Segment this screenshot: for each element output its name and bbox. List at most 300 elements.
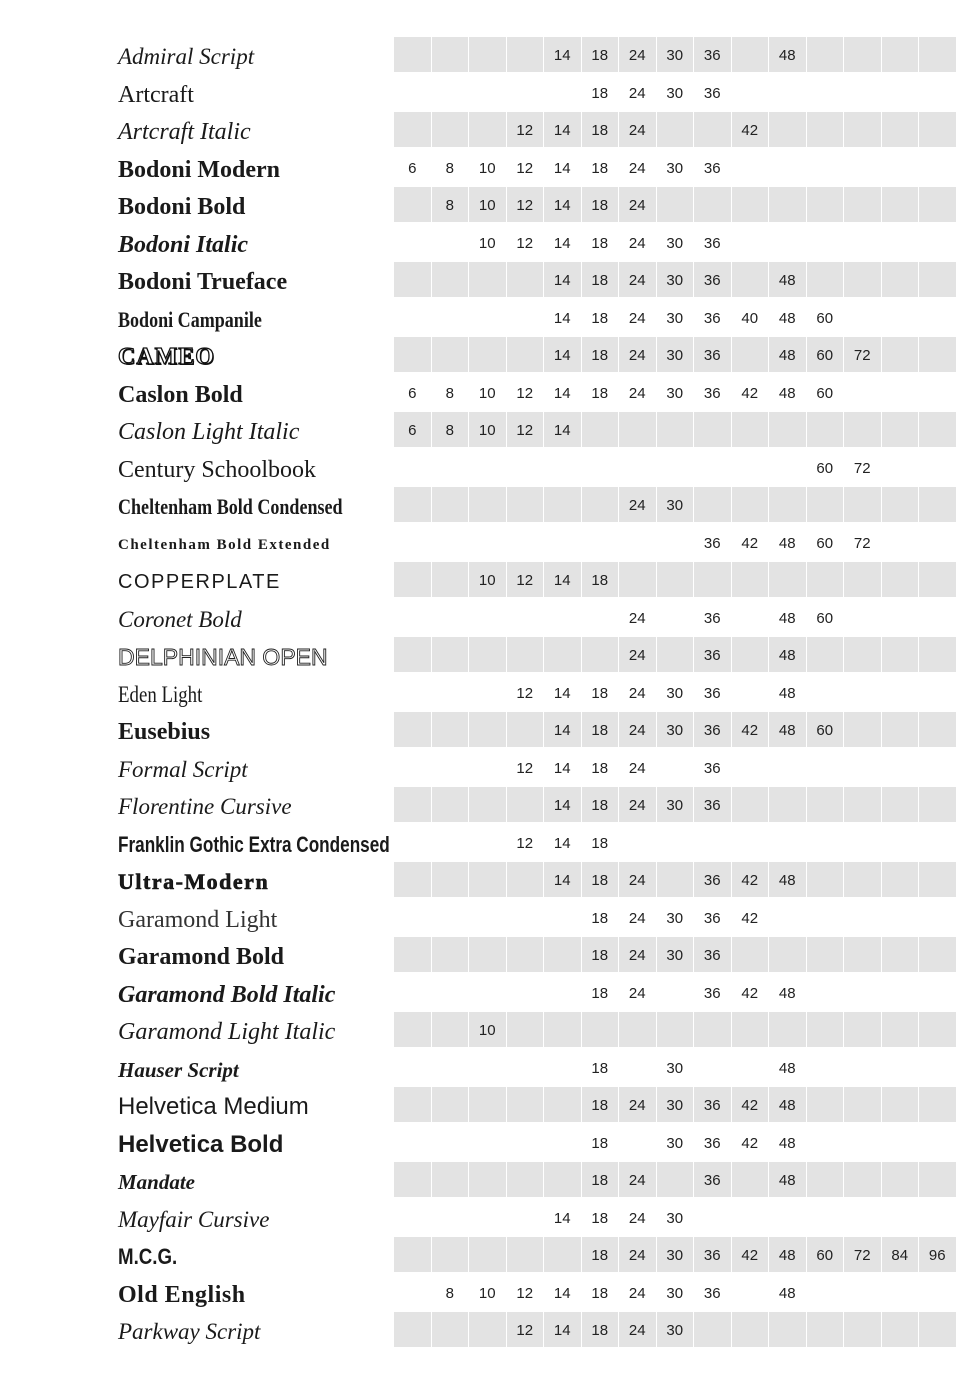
size-cell	[432, 262, 469, 297]
size-grid	[394, 1162, 957, 1197]
size-cell	[919, 187, 956, 222]
size-cell: 14	[544, 37, 581, 72]
size-cell	[657, 412, 694, 447]
size-cell	[507, 487, 544, 522]
size-cell: 48	[769, 1162, 806, 1197]
size-grid	[394, 825, 957, 860]
size-cell	[657, 862, 694, 897]
size-cell	[807, 1012, 844, 1047]
size-cell: 42	[732, 862, 769, 897]
typeface-row	[0, 1049, 977, 1087]
size-cell	[507, 1087, 544, 1122]
typeface-name: Helvetica Medium	[118, 1093, 309, 1120]
size-cell	[582, 487, 619, 522]
size-cell: 48	[778, 984, 796, 1002]
size-cell	[844, 375, 881, 410]
size-cell: 10	[469, 562, 506, 597]
size-cell	[732, 825, 769, 860]
size-cell: 48	[778, 609, 796, 627]
size-cell	[882, 1312, 919, 1347]
size-cell	[732, 1200, 769, 1235]
size-cell: 36	[703, 309, 721, 327]
size-cell: 18	[582, 1087, 619, 1122]
size-cell: 18	[591, 1134, 609, 1152]
size-grid	[394, 337, 957, 372]
size-cell: 18	[591, 909, 609, 927]
size-cell: 48	[778, 1059, 796, 1077]
size-cell	[844, 150, 881, 185]
size-grid	[394, 1200, 957, 1235]
size-cell	[844, 37, 881, 72]
size-cell	[432, 450, 469, 485]
size-cell	[807, 675, 844, 710]
size-cell	[882, 787, 919, 822]
size-cell: 24	[619, 1162, 656, 1197]
size-cell: 30	[657, 712, 694, 747]
size-cell: 60	[816, 309, 834, 327]
size-cell	[469, 337, 506, 372]
typeface-name: Florentine Cursive	[118, 794, 292, 819]
size-cell: 18	[591, 1284, 609, 1302]
size-cell: 24	[628, 159, 646, 177]
size-cell	[882, 1125, 919, 1160]
size-cell	[469, 975, 506, 1010]
size-cell	[769, 825, 806, 860]
size-cell	[507, 1237, 544, 1272]
size-cell	[844, 825, 881, 860]
size-cell	[732, 150, 769, 185]
size-grid	[394, 900, 957, 935]
size-cell	[507, 712, 544, 747]
size-cell	[882, 1050, 919, 1085]
size-cell	[507, 1200, 544, 1235]
size-cell	[844, 1087, 881, 1122]
size-cell	[732, 1012, 769, 1047]
size-cell: 30	[666, 1134, 684, 1152]
size-cell	[432, 1087, 469, 1122]
size-cell	[882, 750, 919, 785]
size-cell	[394, 1237, 431, 1272]
size-grid	[394, 187, 957, 222]
size-cell: 72	[853, 534, 871, 552]
size-cell: 42	[741, 534, 759, 552]
size-cell: 14	[553, 1284, 571, 1302]
size-cell	[882, 450, 919, 485]
size-cell: 24	[619, 862, 656, 897]
size-cell: 24	[628, 234, 646, 252]
size-cell	[657, 562, 694, 597]
size-cell: 36	[703, 909, 721, 927]
size-cell: 30	[666, 1209, 684, 1227]
typeface-name: Bodoni Bold	[118, 194, 246, 220]
size-cell	[657, 750, 694, 785]
size-cell	[732, 225, 769, 260]
size-cell	[469, 262, 506, 297]
size-cell: 18	[591, 384, 609, 402]
typeface-name: Admiral Script	[118, 44, 255, 69]
size-cell	[919, 1087, 956, 1122]
size-cell: 42	[741, 1134, 759, 1152]
size-cell	[394, 1087, 431, 1122]
size-cell	[694, 112, 731, 147]
size-cell: 30	[666, 309, 684, 327]
size-cell: 48	[778, 684, 796, 702]
size-cell	[807, 1125, 844, 1160]
size-cell: 18	[582, 112, 619, 147]
size-cell	[394, 712, 431, 747]
size-cell: 30	[657, 1087, 694, 1122]
size-cell: 96	[919, 1237, 956, 1272]
size-cell	[844, 300, 881, 335]
size-cell: 18	[582, 1312, 619, 1347]
size-cell: 8	[445, 1284, 454, 1302]
size-cell	[807, 1200, 844, 1235]
size-grid	[394, 675, 957, 710]
size-cell	[919, 487, 956, 522]
size-cell: 24	[619, 937, 656, 972]
size-cell: 12	[516, 759, 534, 777]
size-cell	[769, 75, 806, 110]
size-cell	[619, 1050, 656, 1085]
size-cell	[844, 187, 881, 222]
size-cell	[694, 487, 731, 522]
size-cell	[807, 37, 844, 72]
size-cell: 30	[666, 684, 684, 702]
size-cell: 6	[394, 412, 431, 447]
size-cell: 36	[694, 637, 731, 672]
size-cell	[882, 637, 919, 672]
size-cell	[882, 975, 919, 1010]
size-cell	[844, 112, 881, 147]
size-cell	[769, 1012, 806, 1047]
size-cell: 30	[657, 937, 694, 972]
size-cell: 60	[816, 459, 834, 477]
size-grid	[394, 1125, 957, 1160]
size-cell: 30	[657, 1312, 694, 1347]
size-cell	[882, 487, 919, 522]
size-cell	[507, 637, 544, 672]
size-cell: 36	[703, 609, 721, 627]
size-cell	[582, 412, 619, 447]
size-cell	[469, 450, 506, 485]
size-cell	[769, 900, 806, 935]
size-grid	[394, 262, 957, 297]
size-cell	[844, 750, 881, 785]
size-cell: 24	[619, 487, 656, 522]
size-grid	[394, 975, 957, 1010]
size-cell: 18	[582, 187, 619, 222]
size-cell: 8	[432, 412, 469, 447]
typeface-row	[0, 449, 977, 487]
size-cell: 10	[469, 187, 506, 222]
typeface-name: Cheltenham Bold Condensed	[118, 494, 343, 519]
size-cell	[582, 450, 619, 485]
size-cell: 60	[816, 384, 834, 402]
size-cell: 36	[703, 234, 721, 252]
size-cell: 24	[628, 1209, 646, 1227]
size-cell: 14	[553, 309, 571, 327]
size-cell	[732, 187, 769, 222]
typeface-name: Franklin Gothic Extra Condensed	[118, 831, 390, 857]
typeface-name: M.C.G.	[118, 1244, 178, 1269]
size-cell: 48	[778, 309, 796, 327]
size-cell	[882, 112, 919, 147]
size-cell	[807, 150, 844, 185]
size-cell: 18	[582, 562, 619, 597]
typeface-row	[0, 336, 977, 374]
size-cell: 42	[741, 984, 759, 1002]
size-cell	[807, 900, 844, 935]
size-cell	[432, 900, 469, 935]
size-cell	[919, 150, 956, 185]
size-cell	[619, 562, 656, 597]
typeface-name: Ultra-Modern	[118, 869, 270, 894]
size-cell: 18	[582, 1237, 619, 1272]
size-cell	[919, 1275, 956, 1310]
size-cell	[807, 637, 844, 672]
size-cell	[432, 1012, 469, 1047]
size-cell	[544, 1087, 581, 1122]
typeface-name: Artcraft Italic	[118, 119, 251, 145]
size-cell: 18	[591, 684, 609, 702]
size-cell	[469, 900, 506, 935]
size-cell	[394, 975, 431, 1010]
size-cell: 18	[582, 337, 619, 372]
size-cell: 10	[478, 1284, 496, 1302]
size-cell	[882, 300, 919, 335]
size-cell: 12	[516, 834, 534, 852]
size-cell	[394, 1312, 431, 1347]
size-cell	[657, 112, 694, 147]
size-cell	[807, 487, 844, 522]
size-cell: 48	[778, 534, 796, 552]
size-cell	[769, 112, 806, 147]
size-cell: 12	[516, 684, 534, 702]
size-cell: 60	[807, 337, 844, 372]
typeface-name: Bodoni Italic	[118, 231, 249, 258]
typeface-row	[0, 974, 977, 1012]
size-cell	[432, 562, 469, 597]
size-cell: 30	[657, 337, 694, 372]
size-cell	[619, 1125, 656, 1160]
size-grid	[394, 412, 957, 447]
size-cell	[619, 825, 656, 860]
size-grid	[394, 75, 957, 110]
size-cell: 18	[591, 1209, 609, 1227]
typeface-name: Bodoni Campanile	[118, 306, 262, 332]
size-cell: 40	[741, 309, 759, 327]
size-cell	[432, 637, 469, 672]
size-cell: 30	[666, 84, 684, 102]
size-cell	[694, 1012, 731, 1047]
size-cell	[507, 337, 544, 372]
size-cell: 30	[657, 487, 694, 522]
size-grid	[394, 525, 957, 560]
size-cell	[582, 1012, 619, 1047]
size-cell: 36	[694, 1237, 731, 1272]
size-cell: 10	[478, 159, 496, 177]
size-cell	[394, 262, 431, 297]
typeface-row	[0, 1274, 977, 1312]
size-cell	[732, 412, 769, 447]
size-cell	[394, 1200, 431, 1235]
size-cell: 24	[628, 609, 646, 627]
size-cell	[507, 937, 544, 972]
size-cell: 36	[703, 159, 721, 177]
size-cell: 84	[882, 1237, 919, 1272]
size-cell: 24	[628, 309, 646, 327]
typeface-name: Bodoni Trueface	[118, 269, 288, 295]
size-cell	[769, 1200, 806, 1235]
size-cell: 14	[544, 562, 581, 597]
size-cell: 14	[544, 262, 581, 297]
size-grid	[394, 787, 957, 822]
size-grid	[394, 225, 957, 260]
size-grid	[394, 1050, 957, 1085]
size-cell	[469, 1237, 506, 1272]
size-cell	[732, 37, 769, 72]
size-cell: 42	[741, 909, 759, 927]
size-cell: 12	[507, 1312, 544, 1347]
size-cell	[394, 675, 431, 710]
size-cell	[544, 1237, 581, 1272]
size-cell	[657, 975, 694, 1010]
size-cell	[882, 675, 919, 710]
size-cell	[844, 1275, 881, 1310]
size-cell	[732, 675, 769, 710]
size-cell	[769, 787, 806, 822]
typeface-name: Formal Script	[118, 756, 248, 782]
size-cell: 60	[807, 712, 844, 747]
size-cell	[919, 1125, 956, 1160]
typeface-row	[0, 186, 977, 224]
size-grid	[394, 600, 957, 635]
size-cell	[657, 1162, 694, 1197]
size-cell	[432, 1162, 469, 1197]
size-cell	[732, 1162, 769, 1197]
size-cell: 14	[544, 1312, 581, 1347]
size-cell	[844, 675, 881, 710]
size-cell	[394, 1125, 431, 1160]
size-cell	[844, 975, 881, 1010]
size-cell	[882, 712, 919, 747]
size-cell	[432, 225, 469, 260]
size-cell	[694, 1200, 731, 1235]
typeface-row	[0, 111, 977, 149]
size-cell	[882, 37, 919, 72]
size-cell	[394, 1050, 431, 1085]
size-cell	[432, 525, 469, 560]
size-cell: 14	[553, 234, 571, 252]
size-cell: 14	[553, 384, 571, 402]
size-cell	[769, 750, 806, 785]
size-cell	[544, 75, 581, 110]
typeface-name: Cheltenham Bold Extended	[118, 536, 331, 553]
typeface-name: Caslon Bold	[118, 381, 243, 408]
typeface-row	[0, 486, 977, 524]
size-cell	[469, 37, 506, 72]
size-cell	[919, 525, 956, 560]
size-cell: 60	[807, 1237, 844, 1272]
typeface-name: Helvetica Bold	[118, 1130, 284, 1158]
size-cell	[469, 787, 506, 822]
size-cell: 42	[732, 1087, 769, 1122]
size-cell	[432, 487, 469, 522]
size-cell	[469, 300, 506, 335]
size-cell	[432, 937, 469, 972]
size-grid	[394, 862, 957, 897]
size-cell: 42	[732, 1237, 769, 1272]
size-cell: 48	[769, 1087, 806, 1122]
size-cell	[882, 937, 919, 972]
size-cell: 12	[516, 1284, 534, 1302]
size-cell: 24	[619, 112, 656, 147]
size-cell	[657, 187, 694, 222]
size-cell	[769, 487, 806, 522]
size-cell: 36	[703, 534, 721, 552]
size-cell: 30	[657, 37, 694, 72]
size-cell	[544, 600, 581, 635]
size-cell: 8	[432, 187, 469, 222]
size-cell	[657, 450, 694, 485]
size-cell: 48	[778, 384, 796, 402]
size-cell: 14	[553, 834, 571, 852]
typeface-row	[0, 1011, 977, 1049]
typeface-row	[0, 899, 977, 937]
size-cell: 24	[628, 1284, 646, 1302]
size-cell	[544, 1012, 581, 1047]
size-cell	[394, 487, 431, 522]
size-cell: 12	[507, 562, 544, 597]
size-cell	[544, 1050, 581, 1085]
size-cell: 14	[553, 759, 571, 777]
size-cell: 36	[694, 787, 731, 822]
size-cell: 30	[666, 1059, 684, 1077]
size-cell	[394, 600, 431, 635]
size-grid	[394, 112, 957, 147]
size-cell	[807, 112, 844, 147]
size-cell	[882, 1162, 919, 1197]
size-cell: 24	[619, 262, 656, 297]
typeface-row	[0, 1086, 977, 1124]
size-cell	[919, 225, 956, 260]
size-cell	[694, 1050, 731, 1085]
size-grid	[394, 375, 957, 410]
size-cell	[507, 787, 544, 822]
size-cell: 14	[544, 337, 581, 372]
size-cell: 36	[694, 37, 731, 72]
size-cell: 60	[816, 534, 834, 552]
typeface-name: Bodoni Modern	[118, 156, 281, 183]
typeface-row	[0, 636, 977, 674]
size-cell: 24	[619, 712, 656, 747]
size-cell	[769, 1312, 806, 1347]
size-cell: 8	[445, 384, 454, 402]
size-cell	[807, 412, 844, 447]
size-cell	[657, 600, 694, 635]
size-cell	[844, 937, 881, 972]
size-cell	[882, 187, 919, 222]
size-cell	[544, 975, 581, 1010]
size-cell	[882, 375, 919, 410]
size-cell	[807, 225, 844, 260]
size-cell: 24	[619, 187, 656, 222]
size-grid	[394, 150, 957, 185]
size-cell	[732, 562, 769, 597]
typeface-row	[0, 561, 977, 599]
size-cell	[544, 487, 581, 522]
size-cell	[807, 1087, 844, 1122]
